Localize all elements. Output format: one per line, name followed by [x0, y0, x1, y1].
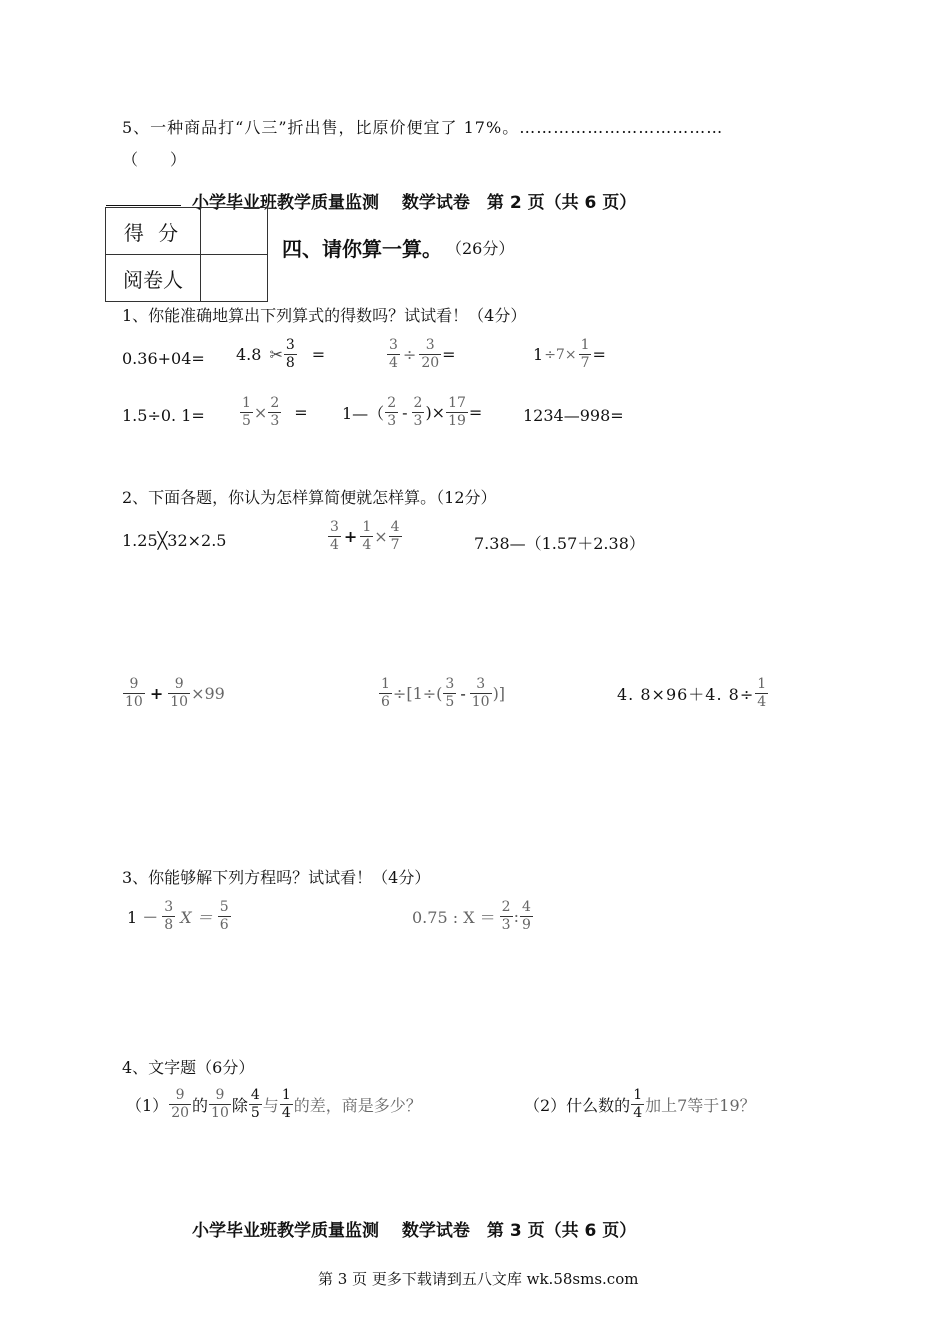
score-table: [105, 207, 268, 302]
numerator: 3: [164, 899, 174, 915]
fraction: [169, 1087, 191, 1122]
part-2-heading: 2、下面各题，你认为怎样算简便就怎样算。（12分）: [122, 488, 497, 507]
numerator: 1: [580, 337, 590, 353]
simplify-e: [378, 676, 505, 711]
word-problem-2: [524, 1087, 756, 1122]
fraction: [520, 899, 533, 934]
fraction: [328, 519, 341, 554]
numerator: 1: [242, 395, 251, 411]
denominator: 10: [170, 694, 189, 710]
times-sign: ×: [374, 527, 388, 546]
plus-sign: +: [343, 527, 358, 546]
question-5-text: 5、一种商品打“八三”折出售，比原价便宜了 17%。………………………………: [122, 118, 724, 137]
denominator: 8: [285, 355, 295, 371]
numerator: 1: [633, 1087, 643, 1103]
denominator: 6: [381, 694, 390, 710]
denominator: 4: [330, 537, 339, 553]
word-problem-2-text: 加上7等于19？: [645, 1096, 756, 1115]
divide-sign: ÷: [402, 345, 417, 364]
times-sign: ×: [253, 403, 268, 422]
denominator: 10: [211, 1105, 229, 1121]
fraction: [209, 1087, 231, 1122]
denominator: 10: [471, 694, 490, 710]
numerator: 4: [390, 519, 400, 535]
numerator: 9: [174, 676, 184, 692]
plus-sign: +: [149, 684, 164, 703]
simplify-a: 1.25╳32×2.5: [122, 531, 227, 550]
expr-2-number: 4.8: [236, 345, 262, 364]
numerator: 1: [381, 676, 390, 692]
numerator: 3: [285, 337, 295, 353]
section-title: [282, 233, 514, 262]
numerator: 9: [215, 1087, 225, 1103]
equation-2: [412, 899, 534, 934]
fraction: [385, 395, 398, 430]
denominator: 3: [413, 413, 423, 429]
numerator: 3: [445, 676, 455, 692]
expr-7: [342, 395, 482, 430]
numerator: 2: [387, 395, 397, 411]
expr-1: 0.36+04=: [122, 349, 205, 368]
numerator: 4: [521, 899, 531, 915]
expr-4: [533, 337, 606, 372]
word-problem-2-text: （2）什么数的: [524, 1096, 631, 1115]
fraction: [218, 899, 231, 934]
word-problem-1-text: 除: [231, 1096, 248, 1115]
expr-8: 1234—998=: [523, 406, 624, 425]
section-title-text: 四、请你算一算。: [282, 237, 442, 261]
denominator: 4: [389, 355, 398, 371]
numerator: 9: [175, 1087, 185, 1103]
fraction: [379, 676, 392, 711]
simplify-c: 7.38—（1.57＋2.38）: [474, 534, 645, 553]
expr-3: [386, 337, 456, 372]
numerator: 3: [476, 676, 486, 692]
equals-sign: =: [311, 345, 326, 364]
part-4-heading: 4、文字题（6分）: [122, 1058, 255, 1077]
word-problem-1-label: （1）: [126, 1096, 169, 1115]
page-footer: 第 3 页 更多下载请到五八文库 wk.58sms.com: [318, 1270, 639, 1288]
denominator: 5: [250, 1105, 260, 1121]
fraction: [500, 899, 513, 934]
fraction: [387, 337, 400, 372]
expr-7-close: )×: [425, 403, 446, 422]
denominator: 6: [219, 917, 229, 933]
fraction: [162, 899, 175, 934]
simplify-e-middle: ÷[1÷(: [392, 684, 443, 703]
fraction: [168, 676, 190, 711]
expr-4-operators: ÷7×: [544, 346, 577, 363]
fraction: [280, 1087, 293, 1122]
equals-sign: =: [442, 345, 456, 364]
denominator: 4: [633, 1105, 643, 1121]
fraction: [123, 676, 145, 711]
numerator: 1: [281, 1087, 291, 1103]
equation-1: [127, 899, 232, 934]
score-label: 得 分: [106, 208, 201, 255]
denominator: 5: [445, 694, 455, 710]
denominator: 4: [757, 694, 767, 710]
numerator: 2: [501, 899, 511, 915]
numerator: 5: [219, 899, 229, 915]
fraction: [249, 1087, 262, 1122]
denominator: 9: [521, 917, 531, 933]
ratio-sign: :: [513, 907, 519, 926]
fraction: [268, 395, 281, 430]
page-header-bottom: 小学毕业班教学质量监测 数学试卷 第 3 页（共 6 页）: [192, 1221, 637, 1241]
denominator: 20: [171, 1105, 190, 1121]
numerator: 3: [330, 519, 339, 535]
minus-sign: -: [460, 684, 466, 703]
equals-sign: =: [294, 403, 308, 422]
expr-6: [239, 395, 308, 430]
fraction: [631, 1087, 644, 1122]
fraction: [240, 395, 253, 430]
numerator: 1: [757, 676, 767, 692]
fraction: [579, 337, 592, 372]
equals-sign: =: [592, 345, 606, 364]
fraction: [446, 395, 468, 430]
denominator: 19: [448, 413, 466, 429]
fraction: [412, 395, 425, 430]
simplify-d: [122, 676, 225, 711]
numerator: 17: [448, 395, 466, 411]
denominator: 3: [270, 413, 280, 429]
simplify-f: [617, 676, 769, 711]
simplify-f-text: 4. 8×96＋4. 8÷: [617, 685, 755, 704]
fraction: [389, 519, 402, 554]
numerator: 1: [362, 519, 372, 535]
fraction: [284, 337, 297, 372]
fraction: [360, 519, 373, 554]
numerator: 3: [425, 337, 435, 353]
scissors-icon: ✂: [269, 345, 283, 364]
fraction: [443, 676, 456, 711]
equation-2-start: 0.75 : X ＝: [412, 908, 496, 927]
denominator: 8: [164, 917, 174, 933]
section-points: （26分）: [446, 239, 515, 258]
expr-4-number: 1: [533, 345, 544, 364]
denominator: 7: [580, 355, 590, 371]
page-header-top: 小学毕业班教学质量监测 数学试卷 第 2 页（共 6 页）: [192, 193, 637, 213]
numerator: 4: [250, 1087, 260, 1103]
question-5-answer-paren: （ ）: [122, 150, 187, 169]
denominator: 4: [281, 1105, 291, 1121]
equals-sign: =: [468, 403, 483, 422]
numerator: 2: [270, 395, 280, 411]
numerator: 2: [413, 395, 423, 411]
simplify-d-tail: ×99: [191, 684, 225, 703]
minus-sign: -: [402, 403, 408, 422]
header-rule: [106, 205, 181, 206]
reviewer-cell[interactable]: [201, 255, 268, 302]
denominator: 4: [362, 537, 372, 553]
numerator: 9: [129, 676, 139, 692]
part-3-heading: 3、你能够解下列方程吗？试试看！（4分）: [122, 868, 431, 887]
fraction: [755, 676, 768, 711]
word-problem-1-text: 的差，商是多少？: [293, 1096, 422, 1115]
simplify-e-tail: )]: [492, 684, 506, 703]
equation-1-start: 1 －: [127, 908, 159, 927]
score-cell[interactable]: [201, 208, 268, 255]
expr-2: [236, 337, 325, 372]
fraction: [470, 676, 492, 711]
fraction: [419, 337, 441, 372]
numerator: 3: [389, 337, 398, 353]
simplify-b: [327, 519, 403, 554]
denominator: 3: [387, 413, 397, 429]
reviewer-label: 阅卷人: [106, 255, 201, 302]
expr-5: 1.5÷0. 1=: [122, 406, 205, 425]
word-problem-1: [126, 1087, 422, 1122]
expr-7-prefix: 1—（: [342, 404, 385, 423]
part-1-heading: 1、你能准确地算出下列算式的得数吗？试试看！（4分）: [122, 306, 527, 325]
word-problem-1-text: 的: [192, 1096, 209, 1115]
denominator: 10: [125, 694, 143, 710]
denominator: 20: [421, 355, 440, 371]
denominator: 5: [242, 413, 251, 429]
equation-1-variable: X ＝: [180, 908, 213, 927]
denominator: 7: [390, 537, 400, 553]
word-problem-1-text: 与: [262, 1096, 279, 1115]
denominator: 3: [501, 917, 511, 933]
